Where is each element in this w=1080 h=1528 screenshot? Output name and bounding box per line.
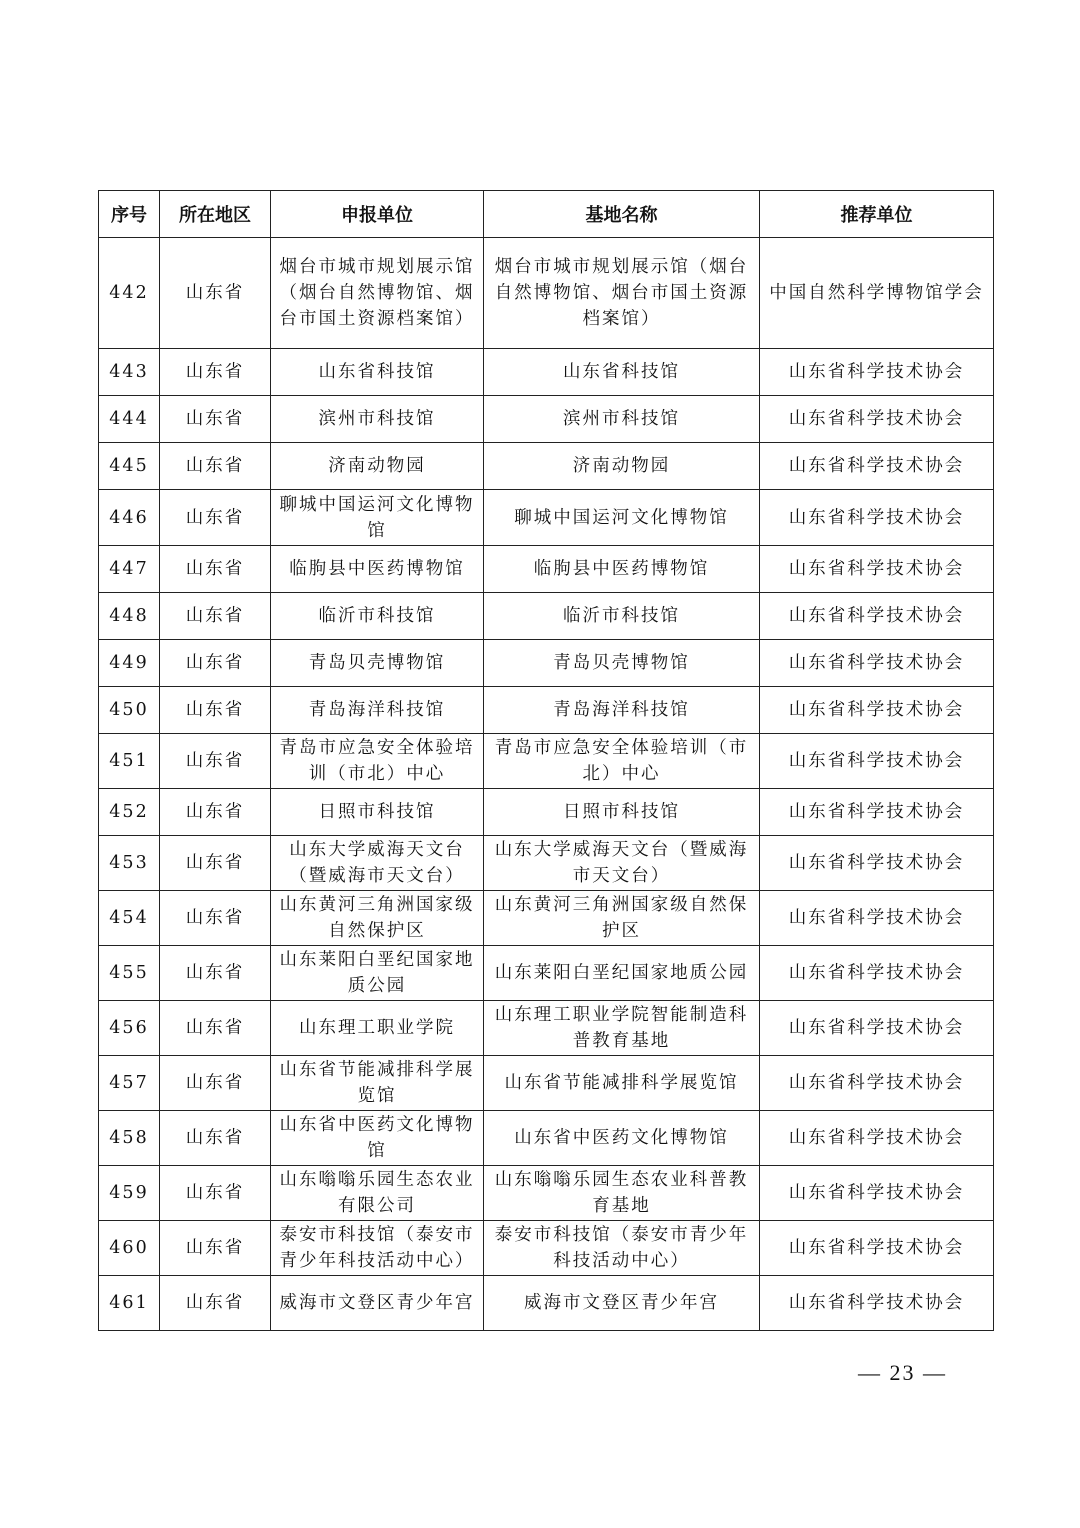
bases-table — [98, 190, 994, 1331]
applicant-cell: 青岛贝壳博物馆 — [271, 640, 484, 687]
region-cell: 山东省 — [160, 593, 271, 640]
applicant-cell: 日照市科技馆 — [271, 789, 484, 836]
base-cell: 滨州市科技馆 — [484, 396, 760, 443]
serial-cell: 445 — [99, 443, 160, 490]
serial-cell: 453 — [99, 836, 160, 891]
applicant-cell: 山东省节能减排科学展览馆 — [271, 1056, 484, 1111]
recommender-cell: 山东省科学技术协会 — [760, 1111, 994, 1166]
recommender-cell: 山东省科学技术协会 — [760, 490, 994, 546]
serial-cell: 459 — [99, 1166, 160, 1221]
region-cell: 山东省 — [160, 640, 271, 687]
page-number: — 23 — — [858, 1360, 947, 1385]
table-row — [99, 836, 994, 891]
applicant-cell: 威海市文登区青少年宫 — [271, 1276, 484, 1331]
table-row — [99, 1111, 994, 1166]
base-cell: 临朐县中医药博物馆 — [484, 546, 760, 593]
header-row — [99, 191, 994, 238]
base-cell: 山东嗡嗡乐园生态农业科普教育基地 — [484, 1166, 760, 1221]
serial-cell: 461 — [99, 1276, 160, 1331]
header-base-name: 基地名称 — [484, 191, 760, 238]
applicant-cell: 山东大学威海天文台（暨威海市天文台） — [271, 836, 484, 891]
applicant-cell: 山东黄河三角洲国家级自然保护区 — [271, 891, 484, 946]
base-cell: 济南动物园 — [484, 443, 760, 490]
recommender-cell: 山东省科学技术协会 — [760, 687, 994, 734]
recommender-cell: 山东省科学技术协会 — [760, 734, 994, 789]
base-cell: 烟台市城市规划展示馆（烟台自然博物馆、烟台市国土资源档案馆） — [484, 238, 760, 349]
region-cell: 山东省 — [160, 1276, 271, 1331]
region-cell: 山东省 — [160, 1001, 271, 1056]
recommender-cell: 山东省科学技术协会 — [760, 396, 994, 443]
serial-cell: 444 — [99, 396, 160, 443]
region-cell: 山东省 — [160, 490, 271, 546]
serial-cell: 452 — [99, 789, 160, 836]
base-cell: 山东省中医药文化博物馆 — [484, 1111, 760, 1166]
recommender-cell: 山东省科学技术协会 — [760, 789, 994, 836]
applicant-cell: 临沂市科技馆 — [271, 593, 484, 640]
table-row — [99, 490, 994, 546]
recommender-cell: 中国自然科学博物馆学会 — [760, 238, 994, 349]
serial-cell: 443 — [99, 349, 160, 396]
table-row — [99, 443, 994, 490]
recommender-cell: 山东省科学技术协会 — [760, 1056, 994, 1111]
recommender-cell: 山东省科学技术协会 — [760, 443, 994, 490]
serial-cell: 450 — [99, 687, 160, 734]
recommender-cell: 山东省科学技术协会 — [760, 946, 994, 1001]
applicant-cell: 聊城中国运河文化博物馆 — [271, 490, 484, 546]
applicant-cell: 山东理工职业学院 — [271, 1001, 484, 1056]
table-row — [99, 1221, 994, 1276]
table-row — [99, 891, 994, 946]
base-cell: 聊城中国运河文化博物馆 — [484, 490, 760, 546]
base-cell: 山东省节能减排科学展览馆 — [484, 1056, 760, 1111]
base-cell: 威海市文登区青少年宫 — [484, 1276, 760, 1331]
base-cell: 山东大学威海天文台（暨威海市天文台） — [484, 836, 760, 891]
serial-cell: 451 — [99, 734, 160, 789]
region-cell: 山东省 — [160, 1166, 271, 1221]
applicant-cell: 泰安市科技馆（泰安市青少年科技活动中心） — [271, 1221, 484, 1276]
serial-cell: 448 — [99, 593, 160, 640]
header-recommender: 推荐单位 — [760, 191, 994, 238]
serial-cell: 449 — [99, 640, 160, 687]
base-cell: 山东理工职业学院智能制造科普教育基地 — [484, 1001, 760, 1056]
recommender-cell: 山东省科学技术协会 — [760, 1166, 994, 1221]
region-cell: 山东省 — [160, 734, 271, 789]
applicant-cell: 山东省科技馆 — [271, 349, 484, 396]
table-row — [99, 1056, 994, 1111]
base-cell: 临沂市科技馆 — [484, 593, 760, 640]
applicant-cell: 山东省中医药文化博物馆 — [271, 1111, 484, 1166]
table-row — [99, 593, 994, 640]
serial-cell: 460 — [99, 1221, 160, 1276]
recommender-cell: 山东省科学技术协会 — [760, 1001, 994, 1056]
applicant-cell: 山东莱阳白垩纪国家地质公园 — [271, 946, 484, 1001]
base-cell: 山东黄河三角洲国家级自然保护区 — [484, 891, 760, 946]
recommender-cell: 山东省科学技术协会 — [760, 891, 994, 946]
table-row — [99, 238, 994, 349]
region-cell: 山东省 — [160, 443, 271, 490]
applicant-cell: 山东嗡嗡乐园生态农业有限公司 — [271, 1166, 484, 1221]
table-row — [99, 396, 994, 443]
table-row — [99, 349, 994, 396]
recommender-cell: 山东省科学技术协会 — [760, 349, 994, 396]
recommender-cell: 山东省科学技术协会 — [760, 640, 994, 687]
header-region: 所在地区 — [160, 191, 271, 238]
region-cell: 山东省 — [160, 546, 271, 593]
region-cell: 山东省 — [160, 1111, 271, 1166]
header-serial: 序号 — [99, 191, 160, 238]
base-cell: 青岛市应急安全体验培训（市北）中心 — [484, 734, 760, 789]
table-row — [99, 546, 994, 593]
base-cell: 青岛贝壳博物馆 — [484, 640, 760, 687]
applicant-cell: 临朐县中医药博物馆 — [271, 546, 484, 593]
table-row — [99, 1166, 994, 1221]
recommender-cell: 山东省科学技术协会 — [760, 546, 994, 593]
region-cell: 山东省 — [160, 789, 271, 836]
header-applicant: 申报单位 — [271, 191, 484, 238]
region-cell: 山东省 — [160, 946, 271, 1001]
region-cell: 山东省 — [160, 396, 271, 443]
table-row — [99, 687, 994, 734]
serial-cell: 457 — [99, 1056, 160, 1111]
serial-cell: 442 — [99, 238, 160, 349]
base-cell: 日照市科技馆 — [484, 789, 760, 836]
serial-cell: 455 — [99, 946, 160, 1001]
base-cell: 泰安市科技馆（泰安市青少年科技活动中心） — [484, 1221, 760, 1276]
applicant-cell: 烟台市城市规划展示馆（烟台自然博物馆、烟台市国土资源档案馆） — [271, 238, 484, 349]
region-cell: 山东省 — [160, 687, 271, 734]
applicant-cell: 济南动物园 — [271, 443, 484, 490]
region-cell: 山东省 — [160, 891, 271, 946]
base-cell: 山东省科技馆 — [484, 349, 760, 396]
base-cell: 青岛海洋科技馆 — [484, 687, 760, 734]
serial-cell: 454 — [99, 891, 160, 946]
serial-cell: 447 — [99, 546, 160, 593]
recommender-cell: 山东省科学技术协会 — [760, 1221, 994, 1276]
base-cell: 山东莱阳白垩纪国家地质公园 — [484, 946, 760, 1001]
serial-cell: 458 — [99, 1111, 160, 1166]
recommender-cell: 山东省科学技术协会 — [760, 593, 994, 640]
applicant-cell: 滨州市科技馆 — [271, 396, 484, 443]
region-cell: 山东省 — [160, 1056, 271, 1111]
table-row — [99, 1001, 994, 1056]
applicant-cell: 青岛海洋科技馆 — [271, 687, 484, 734]
table-row — [99, 946, 994, 1001]
serial-cell: 446 — [99, 490, 160, 546]
table-row — [99, 640, 994, 687]
applicant-cell: 青岛市应急安全体验培训（市北）中心 — [271, 734, 484, 789]
table-row — [99, 734, 994, 789]
recommender-cell: 山东省科学技术协会 — [760, 836, 994, 891]
serial-cell: 456 — [99, 1001, 160, 1056]
region-cell: 山东省 — [160, 1221, 271, 1276]
table-row — [99, 789, 994, 836]
region-cell: 山东省 — [160, 238, 271, 349]
region-cell: 山东省 — [160, 836, 271, 891]
region-cell: 山东省 — [160, 349, 271, 396]
recommender-cell: 山东省科学技术协会 — [760, 1276, 994, 1331]
table-row — [99, 1276, 994, 1331]
